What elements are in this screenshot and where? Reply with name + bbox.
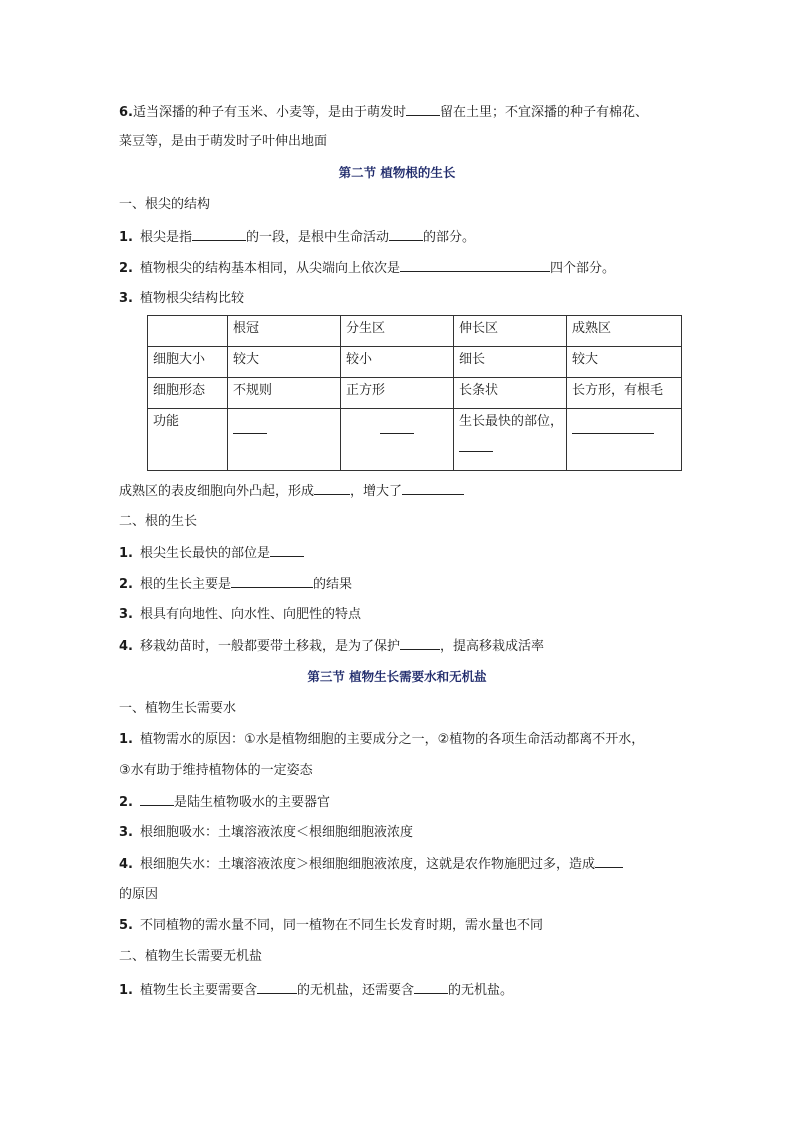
table-header-row [148,316,682,347]
item-text: 根细胞失水：土壤溶液浓度＞根细胞细胞液浓度，这就是农作物施肥过多，造成 [140,857,596,872]
blank[interactable] [140,793,174,806]
blank[interactable] [414,981,448,994]
item-text: 不同植物的需水量不同，同一植物在不同生长发育时期，需水量也不同 [140,918,544,933]
item-number: 4. [119,857,133,872]
table-cell: 较大 [228,347,341,378]
list-item [119,544,304,563]
section-title: 第二节 植物根的生长 [338,165,456,180]
item-text: 根尖是指 [140,230,193,245]
after-table-line [119,482,464,501]
item-text: 根尖生长最快的部位是 [140,546,271,561]
item-text: ，提高移栽成活率 [440,639,545,654]
blank[interactable] [257,981,297,994]
blank[interactable] [400,259,550,272]
table-cell: 不规则 [228,378,341,409]
item-number: 2. [119,795,133,810]
intro-number: 6. [119,105,133,120]
list-item [119,290,244,308]
table-cell: 根冠 [228,316,341,347]
list-item [119,793,330,812]
item-text: 植物需水的原因：①水是植物细胞的主要成分之一，②植物的各项生命活动都离不开水， [140,732,645,747]
intro-line-1 [119,103,648,122]
item-number: 1. [119,983,133,998]
table-cell: 细胞形态 [148,378,228,409]
intro-line-2: 菜豆等，是由于萌发时子叶伸出地面 [119,134,328,149]
table-cell [148,316,228,347]
list-item [119,731,644,749]
section-heading: 一、根尖的结构 [119,197,211,212]
list-item [119,855,623,874]
section-title: 第三节 植物生长需要水和无机盐 [307,669,487,684]
table-cell: 细胞大小 [148,347,228,378]
item-number: 1. [119,546,133,561]
table-cell: 分生区 [341,316,454,347]
section-heading: 二、植物生长需要无机盐 [119,949,263,964]
table-row [148,378,682,409]
blank[interactable] [595,855,623,868]
item-text: 的无机盐，还需要含 [297,983,415,998]
table-row [148,347,682,378]
blank[interactable] [270,544,304,557]
blank[interactable] [406,103,440,116]
item-number: 2. [119,261,133,276]
item-text: 根细胞吸水：土壤溶液浓度＜根细胞细胞液浓度 [140,825,414,840]
blank[interactable] [389,228,423,241]
item-text: 植物生长主要需要含 [140,983,258,998]
item-number: 4. [119,639,133,654]
table-cell: 细长 [454,347,567,378]
blank[interactable] [231,575,313,588]
table-cell: 长方形，有根毛 [567,378,682,409]
table-cell: 伸长区 [454,316,567,347]
list-item [119,637,544,656]
list-item [119,228,475,247]
blank[interactable] [402,482,464,495]
table-cell: 成熟区 [567,316,682,347]
item-number: 2. [119,577,133,592]
table-cell: 较大 [567,347,682,378]
item-text: 的部分。 [423,230,476,245]
table-cell: 功能 [148,409,228,471]
blank[interactable] [400,637,440,650]
list-item-continuation: 的原因 [119,887,159,902]
item-text: 根的生长主要是 [140,577,232,592]
table-row-function [148,409,682,471]
list-item [119,606,361,624]
blank[interactable] [233,421,267,434]
list-item-continuation: ③水有助于维持植物体的一定姿态 [119,763,313,778]
section-heading: 二、根的生长 [119,514,198,529]
item-text: 移栽幼苗时，一般都要带土移栽，是为了保护 [140,639,401,654]
list-item [119,917,543,935]
table-cell: 正方形 [341,378,454,409]
item-text: 的一段，是根中生命活动 [246,230,390,245]
section-heading: 一、植物生长需要水 [119,701,237,716]
blank[interactable] [380,421,414,434]
table-cell-blank [567,409,682,471]
table-cell: 较小 [341,347,454,378]
item-text: 成熟区的表皮细胞向外凸起，形成 [119,484,315,499]
table-cell: 长条状 [454,378,567,409]
intro-text-b: 留在土里；不宜深播的种子有棉花、 [440,105,649,120]
item-text: 是陆生植物吸水的主要器官 [174,795,331,810]
item-text: 植物根尖结构比较 [140,291,245,306]
item-text: 植物根尖的结构基本相同，从尖端向上依次是 [140,261,401,276]
table-cell-blank [228,409,341,471]
list-item [119,575,352,594]
item-text: 的无机盐。 [448,983,514,998]
table-cell [454,409,567,471]
blank[interactable] [459,439,493,452]
list-item [119,259,615,278]
item-text: 根具有向地性、向水性、向肥性的特点 [140,607,362,622]
item-text: ，增大了 [350,484,403,499]
cell-text: 生长最快的部位， [459,414,564,429]
blank[interactable] [572,421,654,434]
root-tip-comparison-table [147,315,682,471]
blank[interactable] [314,482,350,495]
item-number: 3. [119,291,133,306]
item-text: 四个部分。 [550,261,616,276]
intro-text-a: 适当深播的种子有玉米、小麦等，是由于萌发时 [132,105,406,120]
table-cell-blank [341,409,454,471]
item-number: 1. [119,230,133,245]
item-number: 1. [119,732,133,747]
blank[interactable] [192,228,246,241]
list-item [119,824,413,842]
item-text: 的结果 [313,577,353,592]
item-number: 3. [119,607,133,622]
item-number: 5. [119,918,133,933]
item-number: 3. [119,825,133,840]
list-item [119,981,513,1000]
